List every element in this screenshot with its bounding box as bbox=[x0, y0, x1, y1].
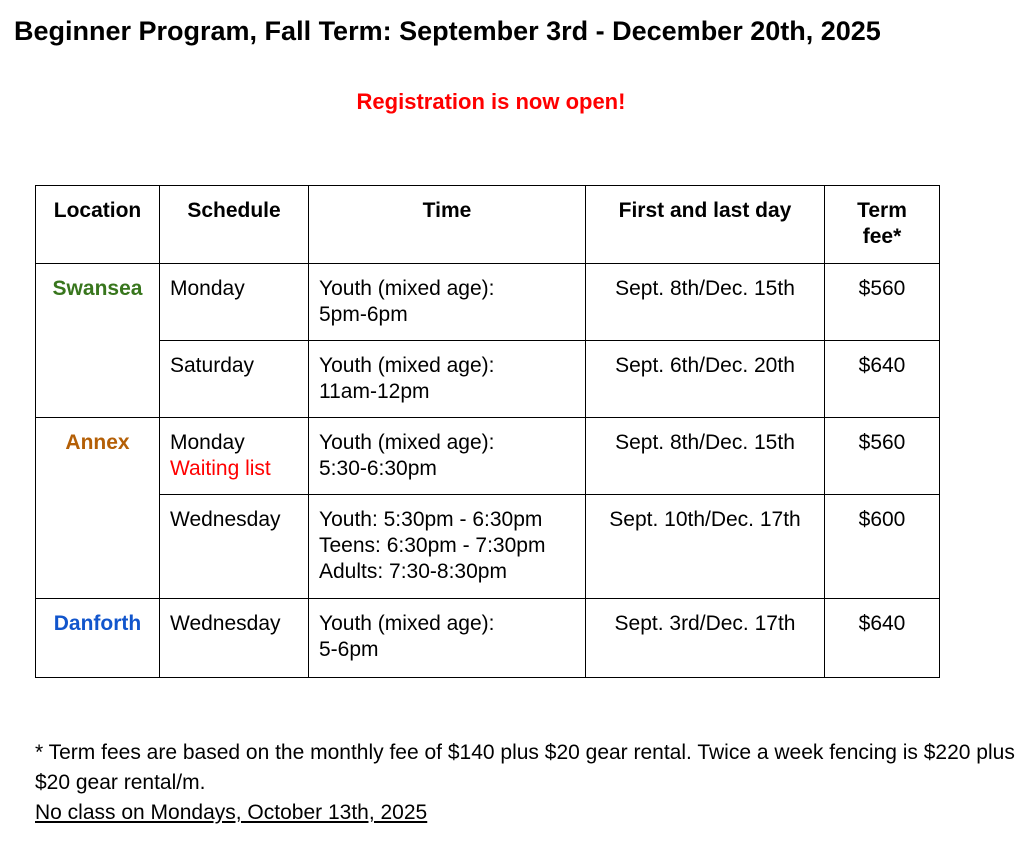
time-line: 5pm-6pm bbox=[319, 303, 408, 326]
header-term-fee-line1: Term bbox=[857, 199, 907, 222]
schedule-cell: Wednesday bbox=[160, 599, 309, 678]
time-line: Youth (mixed age): bbox=[319, 277, 495, 300]
time-line: 5-6pm bbox=[319, 638, 379, 661]
header-term-fee bbox=[825, 186, 940, 264]
time-line: 11am-12pm bbox=[319, 380, 430, 403]
header-location: Location bbox=[36, 186, 160, 264]
header-schedule: Schedule bbox=[160, 186, 309, 264]
table-row bbox=[36, 264, 940, 341]
fee-footnote: * Term fees are based on the monthly fee of $140 plus $20 gear rental. Twice a week fencing is $220 plus $20 gear rental/m. bbox=[35, 741, 1015, 794]
header-term-fee-line2: fee* bbox=[862, 225, 902, 248]
location-danforth: Danforth bbox=[36, 599, 160, 678]
schedule-cell: Wednesday bbox=[160, 495, 309, 599]
page-title: Beginner Program, Fall Term: September 3rd - December 20th, 2025 bbox=[14, 16, 881, 46]
time-line: Teens: 6:30pm - 7:30pm bbox=[319, 534, 546, 557]
time-line: Adults: 7:30-8:30pm bbox=[319, 560, 507, 583]
fee-cell: $560 bbox=[825, 418, 940, 495]
time-line: Youth (mixed age): bbox=[319, 431, 495, 454]
time-cell bbox=[309, 341, 586, 418]
schedule-day: Monday bbox=[170, 431, 245, 454]
time-line: Youth (mixed age): bbox=[319, 612, 495, 635]
footnote bbox=[35, 738, 1020, 828]
waiting-list-note: Waiting list bbox=[170, 457, 271, 480]
time-cell bbox=[309, 599, 586, 678]
fee-cell: $640 bbox=[825, 599, 940, 678]
time-cell bbox=[309, 418, 586, 495]
no-class-notice: No class on Mondays, October 13th, 2025 bbox=[35, 801, 428, 824]
fee-cell: $640 bbox=[825, 341, 940, 418]
location-swansea: Swansea bbox=[36, 264, 160, 418]
days-cell: Sept. 8th/Dec. 15th bbox=[586, 264, 825, 341]
header-time: Time bbox=[309, 186, 586, 264]
schedule-cell: Monday bbox=[160, 264, 309, 341]
fee-cell: $560 bbox=[825, 264, 940, 341]
location-annex: Annex bbox=[36, 418, 160, 599]
time-line: 5:30-6:30pm bbox=[319, 457, 437, 480]
time-line: Youth: 5:30pm - 6:30pm bbox=[319, 508, 543, 531]
schedule-table bbox=[35, 185, 940, 678]
table-row bbox=[36, 341, 940, 418]
days-cell: Sept. 10th/Dec. 17th bbox=[586, 495, 825, 599]
header-first-last-day: First and last day bbox=[586, 186, 825, 264]
time-line: Youth (mixed age): bbox=[319, 354, 495, 377]
registration-announcement: Registration is now open! bbox=[356, 89, 626, 114]
table-header-row bbox=[36, 186, 940, 264]
time-cell bbox=[309, 495, 586, 599]
schedule-cell: Saturday bbox=[160, 341, 309, 418]
table-row bbox=[36, 418, 940, 495]
fee-cell: $600 bbox=[825, 495, 940, 599]
time-cell bbox=[309, 264, 586, 341]
table-row bbox=[36, 495, 940, 599]
table-row bbox=[36, 599, 940, 678]
days-cell: Sept. 6th/Dec. 20th bbox=[586, 341, 825, 418]
days-cell: Sept. 8th/Dec. 15th bbox=[586, 418, 825, 495]
days-cell: Sept. 3rd/Dec. 17th bbox=[586, 599, 825, 678]
schedule-cell bbox=[160, 418, 309, 495]
